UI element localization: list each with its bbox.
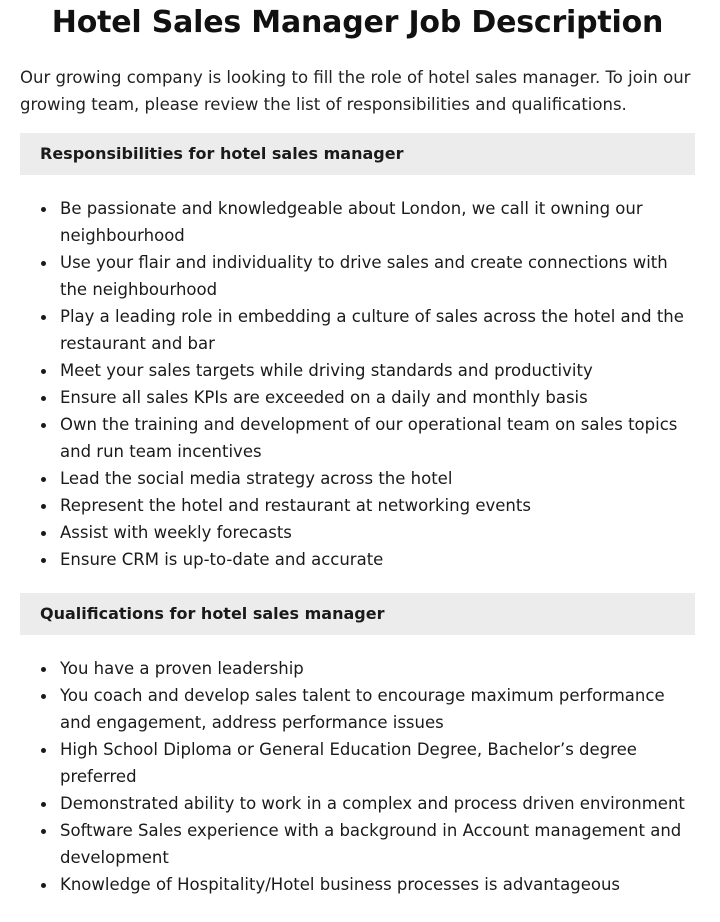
bullet-icon (41, 558, 46, 563)
list-item-text: Software Sales experience with a background in Account management and development (60, 821, 682, 867)
list-item-text: Ensure all sales KPIs are exceeded on a daily and monthly basis (60, 388, 588, 407)
list-item-text: You have a proven leadership (60, 659, 304, 678)
list-item (60, 357, 695, 384)
list-item-text: Use your flair and individuality to drive sales and create connections with the neighbourhood (60, 253, 668, 299)
list-item (60, 655, 695, 682)
list-item (60, 465, 695, 492)
qualifications-heading: Qualifications for hotel sales manager (20, 593, 695, 635)
bullet-icon (41, 315, 46, 320)
bullet-icon (41, 802, 46, 807)
bullet-icon (41, 667, 46, 672)
bullet-icon (41, 207, 46, 212)
list-item-text: Meet your sales targets while driving standards and productivity (60, 361, 593, 380)
list-item-text: Demonstrated ability to work in a complex and process driven environment (60, 794, 685, 813)
list-item-text: Be passionate and knowledgeable about London, we call it owning our neighbourhood (60, 199, 643, 245)
bullet-icon (41, 261, 46, 266)
list-item (60, 790, 695, 817)
list-item-text: Assist with weekly forecasts (60, 523, 292, 542)
list-item-text: Ensure CRM is up-to-date and accurate (60, 550, 384, 569)
list-item (60, 195, 695, 249)
intro-paragraph: Our growing company is looking to fill the role of hotel sales manager. To join our growing team, please review the list of responsibilities and qualifications. (20, 68, 691, 114)
bullet-icon (41, 829, 46, 834)
list-item-text: Play a leading role in embedding a culture of sales across the hotel and the restaurant and bar (60, 307, 684, 353)
bullet-icon (41, 531, 46, 536)
list-item (60, 519, 695, 546)
list-item-text: You coach and develop sales talent to encourage maximum performance and engagement, address performance issues (60, 686, 665, 732)
page-title: Hotel Sales Manager Job Description (51, 5, 664, 40)
list-item (60, 384, 695, 411)
list-item (60, 736, 695, 790)
bullet-icon (41, 748, 46, 753)
list-item-text: Own the training and development of our operational team on sales topics and run team incentives (60, 415, 678, 461)
qualifications-list (20, 655, 695, 898)
list-item-text: Lead the social media strategy across the hotel (60, 469, 453, 488)
job-description-page (20, 0, 695, 898)
list-item-text: Knowledge of Hospitality/Hotel business processes is advantageous (60, 875, 621, 894)
responsibilities-heading: Responsibilities for hotel sales manager (20, 133, 695, 175)
list-item (60, 249, 695, 303)
list-item (60, 546, 695, 573)
bullet-icon (41, 694, 46, 699)
list-item (60, 871, 695, 898)
list-item-text: Represent the hotel and restaurant at networking events (60, 496, 531, 515)
list-item (60, 303, 695, 357)
list-item-text: High School Diploma or General Education Degree, Bachelor’s degree preferred (60, 740, 637, 786)
list-item (60, 411, 695, 465)
bullet-icon (41, 396, 46, 401)
bullet-icon (41, 477, 46, 482)
bullet-icon (41, 369, 46, 374)
bullet-icon (41, 883, 46, 888)
responsibilities-list (20, 195, 695, 573)
bullet-icon (41, 504, 46, 509)
list-item (60, 682, 695, 736)
bullet-icon (41, 423, 46, 428)
list-item (60, 817, 695, 871)
list-item (60, 492, 695, 519)
